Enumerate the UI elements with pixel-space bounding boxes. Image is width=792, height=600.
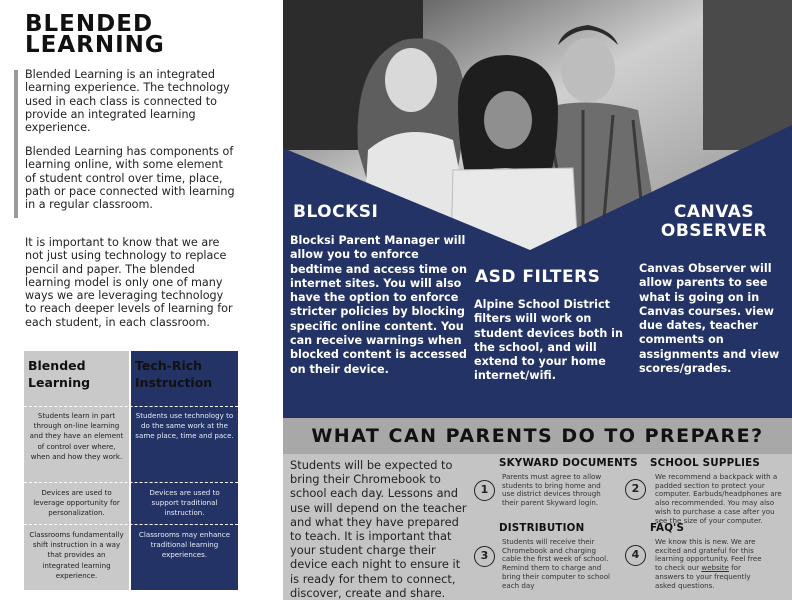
step-number: 2 — [625, 479, 646, 500]
step-number: 4 — [625, 545, 646, 566]
table-cell: Students learn in part through on-line learning and they have an element of control over where, when and how they work. — [29, 411, 124, 461]
title-text: BLENDED LEARNING — [25, 11, 165, 58]
school-supplies-text: We recommend a backpack with a padded section to protect your computer. Earbuds/headphones are also recommended. You may also wish to purchase a case after you see the size of your computer. — [655, 472, 782, 525]
heading-line: CANVAS — [673, 202, 755, 222]
column-header: Tech-Rich Instruction — [135, 358, 213, 390]
comparison-table — [24, 351, 238, 590]
website-link[interactable]: website — [701, 563, 729, 573]
table-cell: Classrooms fundamentally shift instruction in a way that provides an integrated learning experience. — [29, 530, 124, 580]
skyward-documents-text: Parents must agree to allow students to bring home and use district devices through their parent Skyward login. — [502, 472, 602, 508]
page-title — [25, 11, 283, 58]
faq-text — [655, 538, 767, 590]
blended-learning-column — [24, 351, 129, 590]
intro-paragraph: Blended Learning is an integrated learning experience. The technology used in each class is connected to provide an integrated learning experience. — [25, 68, 230, 135]
table-cell: Classrooms may enhance traditional learning experiences. — [138, 530, 231, 560]
canvas-observer-text: Canvas Observer will allow parents to see what is going on in Canvas courses. view due dates, teacher comments on assignments and view scores/grades. — [639, 262, 780, 376]
faq-text-part: for answers to your frequently asked questions. — [655, 563, 751, 590]
accent-bar — [14, 70, 18, 218]
table-cell: Devices are used to leverage opportunity for personalization. — [33, 488, 120, 518]
distribution-heading: DISTRIBUTION — [499, 522, 585, 534]
prepare-body: Students will be expected to bring their Chromebook to school each day. Lessons and use will depend on the teacher and what they have prepared to teach. It is important that your student charge their device each night to ensure it is ready for them to connect, discover, create and share. — [290, 458, 467, 600]
asd-filters-heading: ASD FILTERS — [475, 267, 601, 287]
row-divider — [24, 524, 238, 525]
column-header: Blended Learning — [28, 358, 91, 390]
prepare-heading: WHAT CAN PARENTS DO TO PREPARE? — [311, 425, 764, 447]
skyward-documents-heading: SKYWARD DOCUMENTS — [499, 457, 638, 469]
canvas-observer-heading — [639, 203, 789, 241]
table-cell: Devices are used to support traditional instruction. — [149, 488, 220, 518]
left-column — [0, 0, 283, 600]
feature-panel — [283, 0, 792, 418]
row-divider — [24, 482, 238, 483]
blocksi-heading: BLOCKSI — [293, 202, 379, 222]
asd-filters-text: Alpine School District filters will work on student devices both in the school, and will extend to your home internet/wifi. — [474, 298, 623, 383]
blocksi-text: Blocksi Parent Manager will allow you to enforce bedtime and access time on internet sites. You will also have the option to enforce stricter policies by blocking specific online content. You can receive warnings when blocked content is accessed on their device. — [290, 234, 467, 376]
row-divider — [24, 406, 238, 407]
column-divider — [130, 351, 131, 590]
prepare-section — [283, 418, 792, 600]
intro-paragraph: It is important to know that we are not just using technology to replace pencil and paper. The blended learning model is only one of many ways we are leveraging technology to reach deeper levels of learning for each student, in each classroom. — [25, 236, 233, 329]
faq-heading: FAQ'S — [650, 522, 685, 534]
tech-rich-column — [131, 351, 238, 590]
intro-paragraph: Blended Learning has components of learning online, with some element of student control over time, place, path or pace connected with learning in a regular classroom. — [25, 145, 235, 212]
heading-line: OBSERVER — [660, 221, 768, 241]
table-cell: Students use technology to do the same work at the same place, time and pace. — [135, 411, 234, 441]
step-number: 3 — [474, 546, 495, 567]
faq-text-part: We know this is new. We are excited and grateful for this learning opportunity. Feel free to check our — [655, 537, 762, 573]
step-number: 1 — [474, 480, 495, 501]
distribution-text: Students will receive their Chromebook and charging cable the first week of school. Remind them to charge and bring their computer to school each day — [502, 537, 611, 590]
school-supplies-heading: SCHOOL SUPPLIES — [650, 457, 760, 469]
